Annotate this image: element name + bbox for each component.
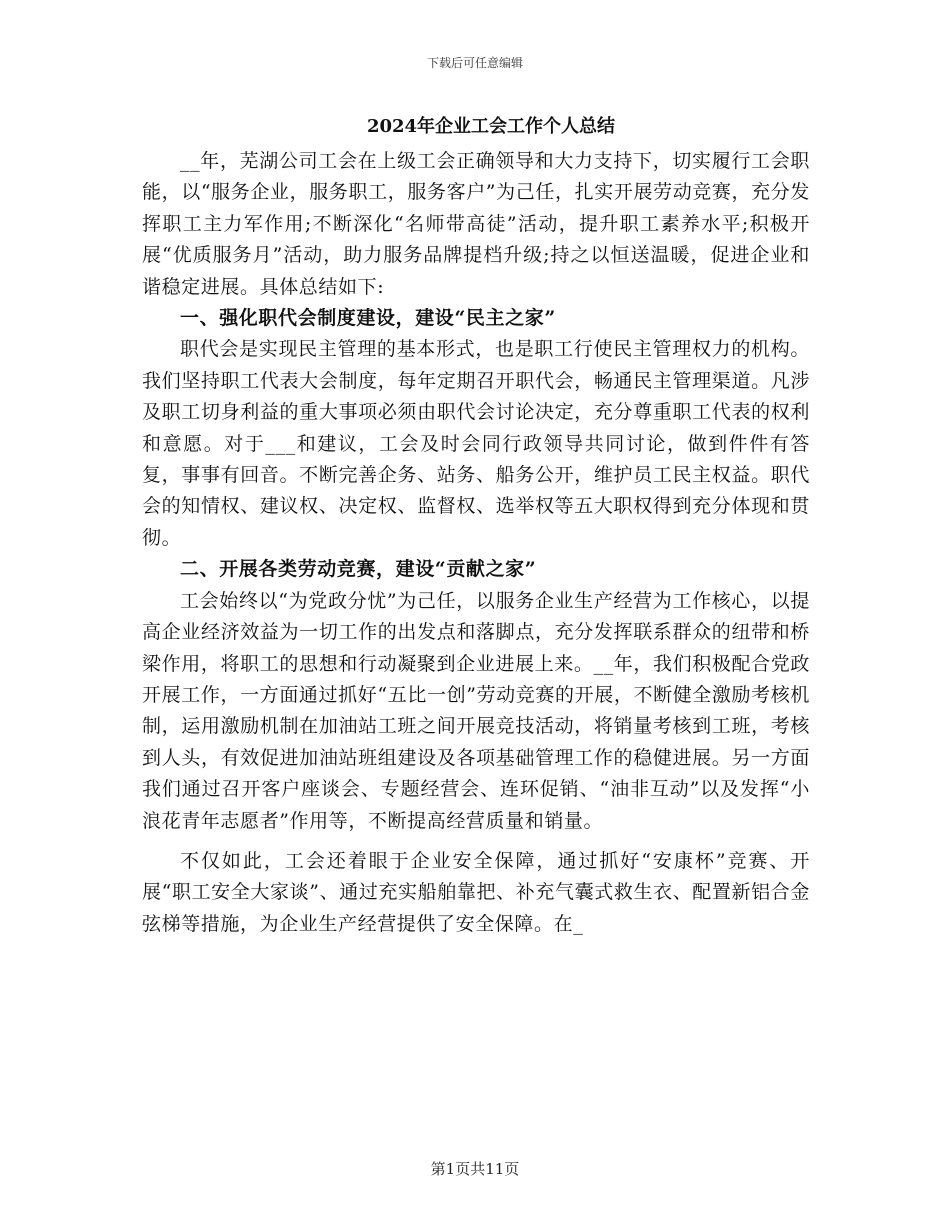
section-2-heading: 二、开展各类劳动竞赛，建设“贡献之家” [180, 558, 537, 581]
section-1-paragraph: 职代会是实现民主管理的基本形式，也是职工行使民主管理权力的机构。我们坚持职工代表大会制度，每年定期召开职代会，畅通民主管理渠道。凡涉及职工切身利益的重大事项必须由职代会讨论决定，充分尊重职工代表的权利和意愿。对于___和建议，工会及时会同行政领导共同讨论，做到件件有答复，事事有回音。不断完善企务、站务、船务公开，维护员工民主权益。职代会的知情权、建议权、决定权、监督权、选举权等五大职权得到充分体现和贯彻。 [142, 338, 810, 549]
intro-paragraph: __年，芜湖公司工会在上级工会正确领导和大力支持下，切实履行工会职能，以“服务企业，服务职工，服务客户”为己任，扎实开展劳动竞赛，充分发挥职工主力军作用;不断深化“名师带高徒”活动，提升职工素养水平;积极开展“优质服务月”活动，助力服务品牌提档升级;持之以恒送温暖，促进企业和谐稳定进展。具体总结如下: [142, 150, 810, 298]
page-number: 第1页共11页 [430, 1160, 520, 1178]
section-1-heading: 一、强化职代会制度建设，建设“民主之家” [180, 307, 556, 330]
section-2-paragraph-2: 不仅如此，工会还着眼于企业安全保障，通过抓好“安康杯”竞赛、开展“职工安全大家谈”、通过充实船舶靠把、补充气囊式救生衣、配置新铝合金弦梯等措施，为企业生产经营提供了安全保障。在_ [142, 849, 810, 935]
document-body [142, 112, 810, 940]
section-2-paragraph-1: 工会始终以“为党政分忧”为己任，以服务企业生产经营为工作核心，以提高企业经济效益为一切工作的出发点和落脚点，充分发挥联系群众的纽带和桥梁作用，将职工的思想和行动凝聚到企业进展上来。__年，我们积极配合党政开展工作，一方面通过抓好“五比一创”劳动竞赛的开展，不断健全激励考核机制，运用激励机制在加油站工班之间开展竞技活动，将销量考核到工班，考核到人头，有效促进加油站班组建设及各项基础管理工作的稳健进展。另一方面我们通过召开客户座谈会、专题经营会、连环促销、“油非互动”以及发挥“小浪花青年志愿者”作用等，不断提高经营质量和销量。 [142, 589, 810, 832]
header-note: 下载后可任意编辑 [426, 56, 523, 70]
document-title: 2024年企业工会工作个人总结 [366, 116, 616, 137]
